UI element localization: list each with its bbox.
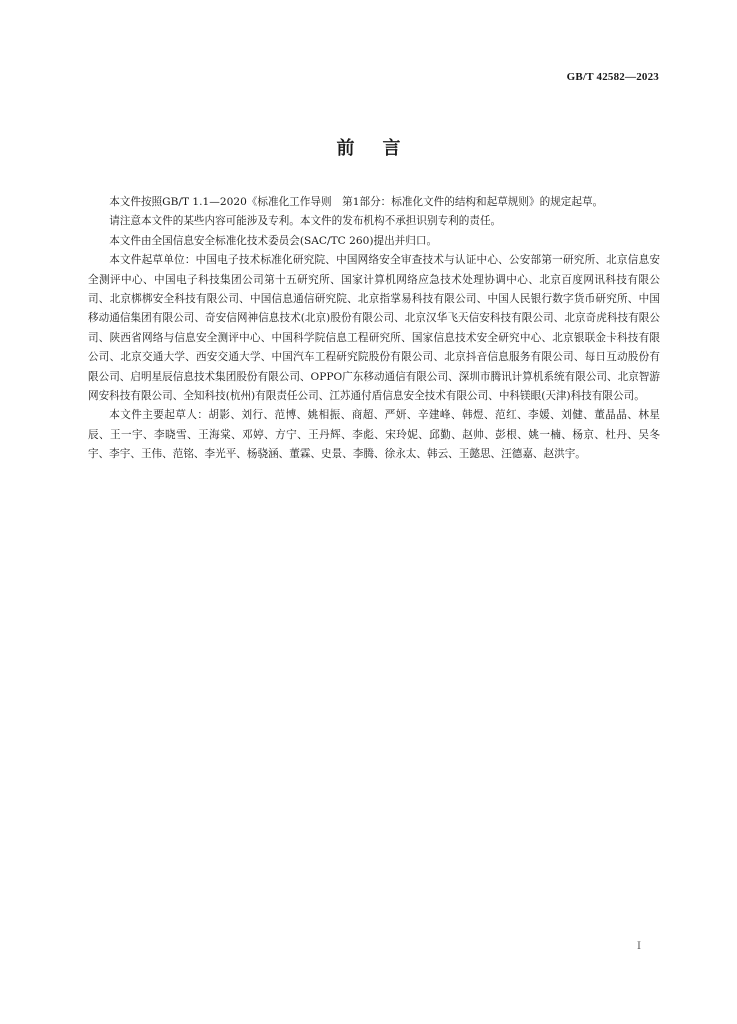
paragraph-proposer: 本文件由全国信息安全标准化技术委员会(SAC/TC 260)提出并归口。: [109, 234, 438, 247]
paragraph-drafting-units: 本文件起草单位：中国电子技术标准化研究院、中国网络安全审查技术与认证中心、公安部第一研究所、北京信息安全测评中心、中国电子科技集团公司第十五研究所、国家计算机网络应急技术处理协调中心、北京百度网讯科技有限公司、北京梆梆安全科技有限公司、中国信息通信研究院、北京指掌易科技有限公司、中国人民银行数字货币研究所、中国移动通信集团有限公司、奇安信网神信息技术(北京)股份有限公司、北京汉华飞天信安科技有限公司、北京奇虎科技有限公司、陕西省网络与信息安全测评中心、中国科学院信息工程研究所、国家信息技术安全研究中心、北京银联金卡科技有限公司、北京交通大学、西安交通大学、中国汽车工程研究院股份有限公司、北京抖音信息服务有限公司、每日互动股份有限公司、启明星辰信息技术集团股份有限公司、OPPO广东移动通信有限公司、深圳市腾讯计算机系统有限公司、北京智游网安科技有限公司、全知科技(杭州)有限责任公司、江苏通付盾信息安全技术有限公司、中科镁眼(天津)科技有限公司。: [88, 254, 660, 403]
page-number: I: [637, 941, 641, 952]
paragraph-drafters: 本文件主要起草人：胡影、刘行、范博、姚相振、商超、严妍、辛建峰、韩煜、范红、李媛、刘健、董晶晶、林星辰、王一宇、李晓雪、王海棠、邓婷、方宁、王丹辉、李彪、宋玲妮、邱勤、赵帅、彭根、姚一楠、杨京、杜丹、吴冬宇、李宇、王伟、范铭、李光平、杨骁涵、董霖、史景、李腾、徐永太、韩云、王懿思、汪德嘉、赵洪宇。: [88, 409, 660, 461]
paragraph-drafting-rules: 本文件按照GB/T 1.1—2020《标准化工作导则 第1部分：标准化文件的结构和起草规则》的规定起草。: [109, 196, 604, 208]
foreword-body: [88, 193, 660, 465]
page-title: 前言: [336, 138, 429, 159]
standard-code: GB/T 42582—2023: [566, 71, 659, 83]
paragraph-patent-notice: 请注意本文件的某些内容可能涉及专利。本文件的发布机构不承担识别专利的责任。: [109, 215, 502, 228]
